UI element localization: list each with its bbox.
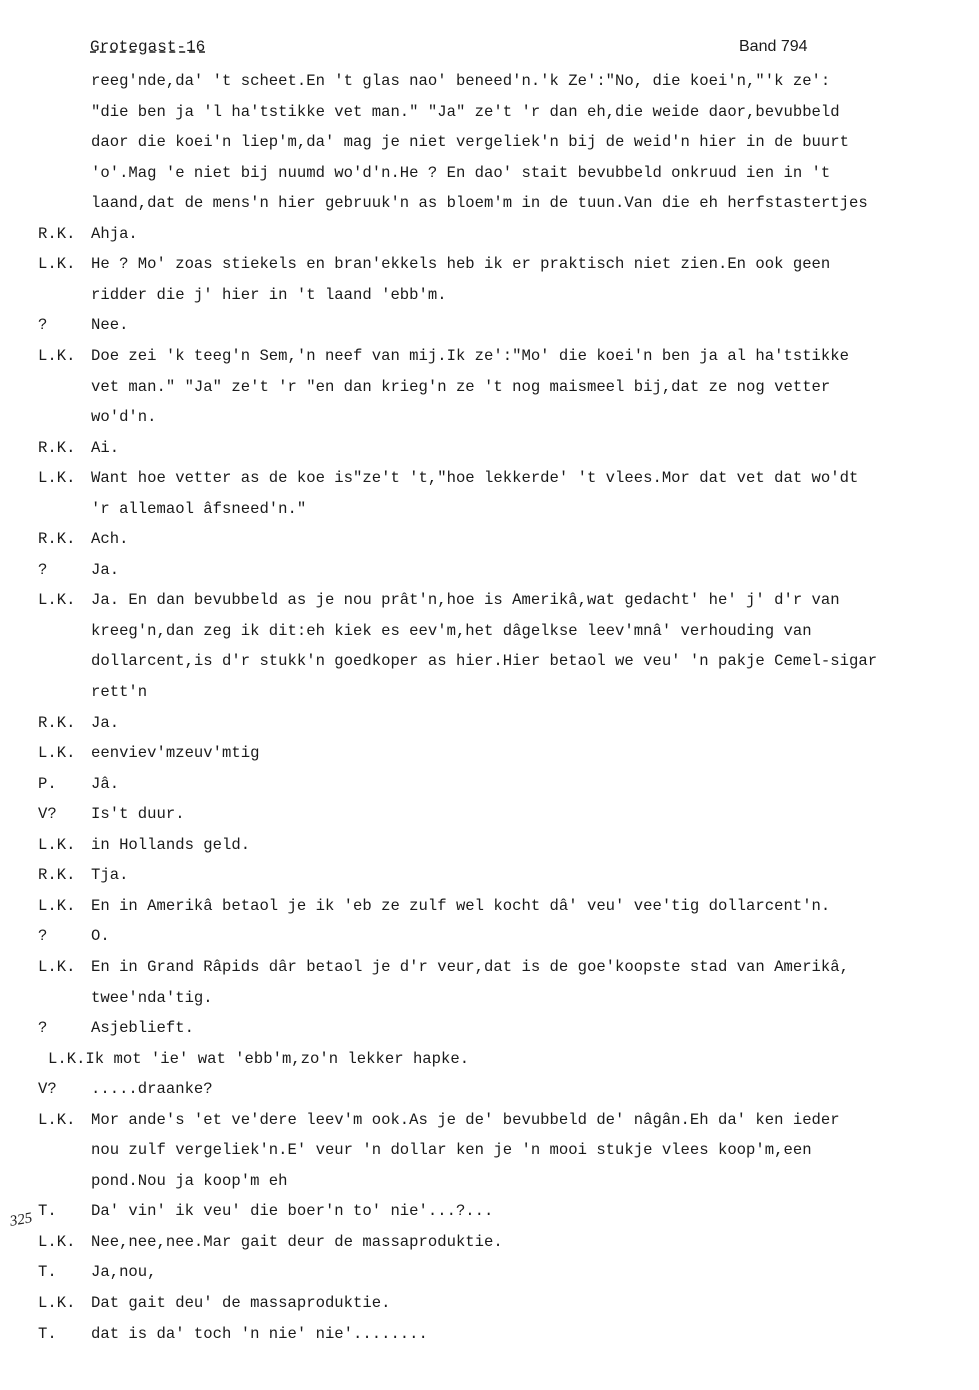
line-text: kreeg'n,dan zeg ik dit:eh kiek es eev'm,het dâgelkse leev'mnâ' verhouding van (91, 621, 812, 640)
transcript-line (0, 1196, 979, 1227)
speaker-label: L.K. (38, 957, 76, 976)
transcript-line (0, 799, 979, 830)
line-text: Asjeblieft. (91, 1019, 194, 1038)
transcript-line (0, 66, 979, 97)
speaker-label: L.K. (38, 346, 76, 365)
transcript-line (0, 219, 979, 250)
line-text: dollarcent,is d'r stukk'n goedkoper as hier.Hier betaol we veu' 'n pakje Cemel-sigar (91, 652, 878, 671)
speaker-label: ? (38, 1019, 48, 1038)
line-text: vet man." "Ja" ze't 'r "en dan krieg'n ze 't nog maismeel bij,dat ze nog vetter (91, 377, 831, 396)
speaker-label: R.K. (38, 224, 76, 243)
speaker-label: L.K. (38, 896, 76, 915)
transcript-line (0, 1257, 979, 1288)
transcript-line (0, 188, 979, 219)
line-text: O. (91, 927, 110, 946)
transcript-line (0, 860, 979, 891)
speaker-label: L.K. (38, 255, 76, 274)
line-text: Nee. (91, 316, 129, 335)
line-text: Jâ. (91, 774, 120, 793)
speaker-label: L.K. (38, 469, 76, 488)
line-text: Dat gait deu' de massaproduktie. (91, 1294, 391, 1312)
line-text: laand,dat de mens'n hier gebruuk'n as bloem'm in de tuun.Van die eh herfstastertjes (91, 194, 868, 213)
transcript-line (0, 555, 979, 586)
transcript-line (0, 769, 979, 800)
transcript-line (0, 341, 979, 372)
transcript-line (0, 310, 979, 341)
line-text: pond.Nou ja koop'm eh (91, 1171, 288, 1190)
transcript-line (0, 1135, 979, 1166)
line-text: L.K.Ik mot 'ie' wat 'ebb'm,zo'n lekker hapke. (48, 1049, 470, 1068)
line-text: Ja. En dan bevubbeld as je nou prât'n,hoe is Amerikâ,wat gedacht' he' j' d'r van (91, 591, 840, 610)
line-text: Da' vin' ik veu' die boer'n to' nie'...?... (91, 1202, 494, 1221)
transcript-line (0, 372, 979, 403)
line-text: 'o'.Mag 'e niet bij nuumd wo'd'n.He ? En dao' stait bevubbeld onkruud ien in 't (91, 163, 831, 182)
speaker-label: ? (38, 560, 48, 579)
speaker-label: P. (38, 774, 57, 793)
line-text: rett'n (91, 683, 148, 701)
transcript-line (0, 1319, 979, 1350)
line-text: Ja,nou, (91, 1263, 157, 1282)
document-id: Grotegast-16 (90, 38, 206, 56)
speaker-label: L.K. (38, 1232, 76, 1251)
tape-number: Band 794 (739, 38, 808, 55)
line-text: Want hoe vetter as de koe is"ze't 't,"hoe lekkerde' 't vlees.Mor dat vet dat wo'dt (91, 469, 859, 488)
speaker-label: L.K. (38, 835, 76, 854)
line-text: 'r allemaol âfsneed'n." (91, 499, 307, 518)
speaker-label: L.K. (38, 744, 76, 763)
line-text: "die ben ja 'l ha'tstikke vet man." "Ja" ze't 'r dan eh,die weide daor,bevubbeld (91, 102, 840, 121)
line-text: Ja. (91, 560, 120, 579)
transcript-line (0, 433, 979, 464)
transcript-line (0, 646, 979, 677)
line-text: En in Grand Râpids dâr betaol je d'r veur,dat is de goe'koopste stad van Amerikâ, (91, 957, 849, 976)
transcript-line (0, 97, 979, 128)
transcript-line (0, 983, 979, 1014)
speaker-label: R.K. (38, 530, 76, 549)
line-text: Ja. (91, 713, 120, 732)
transcript-line (0, 494, 979, 525)
line-text: He ? Mo' zoas stiekels en bran'ekkels heb ik er praktisch niet zien.En ook geen (91, 255, 831, 274)
transcript-line (0, 585, 979, 616)
line-text: Tja. (91, 866, 129, 885)
speaker-label: R.K. (38, 713, 76, 732)
transcript-line (0, 463, 979, 494)
transcript-line (0, 1288, 979, 1319)
transcript-line (0, 738, 979, 769)
speaker-label: T. (38, 1263, 57, 1282)
line-text: Is't duur. (91, 805, 185, 824)
transcript-line (0, 1044, 979, 1075)
speaker-label: V? (38, 805, 57, 824)
transcript-line (0, 280, 979, 311)
transcript-line (0, 1105, 979, 1136)
line-text: reeg'nde,da' 't scheet.En 't glas nao' beneed'n.'k Ze':"No, die koei'n,"'k ze': (91, 72, 831, 90)
line-text: in Hollands geld. (91, 835, 251, 854)
line-text: daor die koei'n liep'm,da' mag je niet vergeliek'n bij de weid'n hier in de buurt (91, 133, 849, 152)
speaker-label: R.K. (38, 866, 76, 885)
line-text: twee'nda'tig. (91, 988, 213, 1007)
transcript-line (0, 524, 979, 555)
margin-note: 325 (8, 1210, 34, 1230)
transcript-line (0, 249, 979, 280)
transcript-line (0, 158, 979, 189)
line-text: Mor ande's 'et ve'dere leev'm ook.As je de' bevubbeld de' nâgân.Eh da' ken ieder (91, 1110, 840, 1129)
line-text: ridder die j' hier in 't laand 'ebb'm. (91, 285, 447, 304)
line-text: Ai. (91, 438, 120, 457)
speaker-label: T. (38, 1324, 57, 1343)
transcript-line (0, 830, 979, 861)
transcript-line (0, 1074, 979, 1105)
speaker-label: V? (38, 1080, 57, 1099)
transcript-line (0, 677, 979, 708)
line-text: wo'd'n. (91, 408, 157, 427)
speaker-label: L.K. (38, 1294, 76, 1312)
speaker-label: R.K. (38, 438, 76, 457)
line-text: Nee,nee,nee.Mar gait deur de massaproduktie. (91, 1232, 503, 1251)
transcript-line (0, 952, 979, 983)
speaker-label: L.K. (38, 591, 76, 610)
line-text: eenviev'mzeuv'mtig (91, 744, 260, 763)
speaker-label: ? (38, 927, 48, 946)
transcript-line (0, 127, 979, 158)
transcript-line (0, 1227, 979, 1258)
transcript-line (0, 1166, 979, 1197)
transcript-line (0, 402, 979, 433)
line-text: nou zulf vergeliek'n.E' veur 'n dollar ken je 'n mooi stukje vlees koop'm,een (91, 1141, 812, 1160)
transcript-line (0, 921, 979, 952)
line-text: dat is da' toch 'n nie' nie'........ (91, 1324, 428, 1343)
line-text: En in Amerikâ betaol je ik 'eb ze zulf wel kocht dâ' veu' vee'tig dollarcent'n. (91, 896, 831, 915)
transcript-line (0, 708, 979, 739)
speaker-label: L.K. (38, 1110, 76, 1129)
line-text: .....draanke? (91, 1080, 213, 1099)
speaker-label: T. (38, 1202, 57, 1221)
transcript-line (0, 616, 979, 647)
line-text: Ahja. (91, 224, 138, 243)
line-text: Ach. (91, 530, 129, 549)
transcript-line (0, 1013, 979, 1044)
transcript-line (0, 891, 979, 922)
speaker-label: ? (38, 316, 48, 335)
line-text: Doe zei 'k teeg'n Sem,'n neef van mij.Ik ze':"Mo' die koei'n ben ja al ha'tstikke (91, 346, 849, 365)
